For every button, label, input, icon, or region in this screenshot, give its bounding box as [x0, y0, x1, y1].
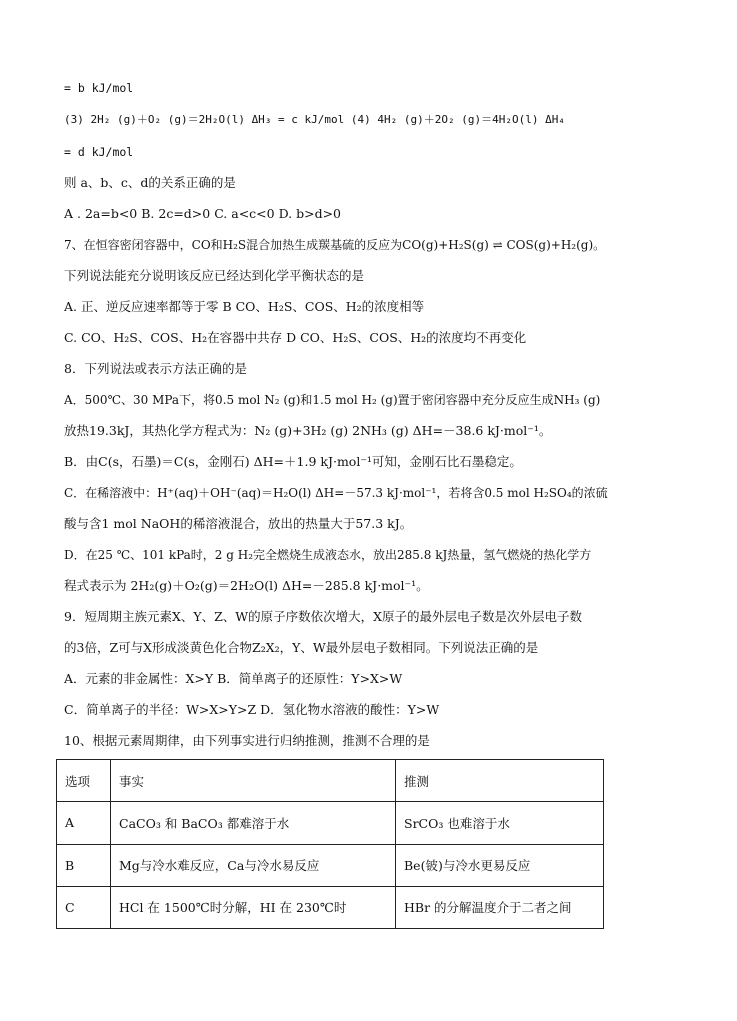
table-cell: Mg与冷水难反应，Ca与冷水易反应	[111, 844, 396, 886]
line-18: 9．短周期主族元素X、Y、Z、W的原子序数依次增大，X原子的最外层电子数是次外层电子数	[64, 609, 583, 624]
table-header-cell: 事实	[111, 760, 396, 802]
line-17: 程式表示为 2H₂(g)＋O₂(g)＝2H₂O(l) ΔH=－285.8 kJ·mol⁻¹。	[64, 578, 429, 593]
line-13: B．由C(s，石墨)＝C(s，金刚石) ΔH=＋1.9 kJ·mol⁻¹可知，金刚石比石墨稳定。	[64, 454, 522, 469]
line-8: A. 正、逆反应速率都等于零 B CO、H₂S、COS、H₂的浓度相等	[64, 299, 425, 314]
line-3: = d kJ/mol	[64, 145, 134, 159]
table-cell: C	[57, 886, 111, 928]
line-12: 放热19.3kJ，其热化学方程式为：N₂ (g)+3H₂ (g) 2NH₃ (g) ΔH=－38.6 kJ·mol⁻¹。	[64, 423, 552, 438]
table-cell: B	[57, 844, 111, 886]
line-6: 7、在恒容密闭容器中，CO和H₂S混合加热生成羰基硫的反应为CO(g)+H₂S(g) ⇌ COS(g)+H₂(g)。	[64, 238, 606, 252]
table-row	[57, 844, 604, 886]
table-cell: HCl 在 1500℃时分解，HI 在 230℃时	[111, 886, 396, 928]
line-22: 10、根据元素周期律，由下列事实进行归纳推测，推测不合理的是	[64, 733, 430, 748]
table-header-cell: 推测	[396, 760, 604, 802]
table-cell: CaCO₃ 和 BaCO₃ 都难溶于水	[111, 802, 396, 844]
table-row	[57, 802, 604, 844]
line-9: C. CO、H₂S、COS、H₂在容器中共存 D CO、H₂S、COS、H₂的浓度均不再变化	[64, 330, 527, 345]
table-cell: HBr 的分解温度介于二者之间	[396, 886, 604, 928]
line-11: A．500℃、30 MPa下，将0.5 mol N₂ (g)和1.5 mol H₂ (g)置于密闭容器中充分反应生成NH₃ (g)	[64, 393, 601, 407]
prediction-table	[56, 759, 604, 929]
table-header-row	[57, 760, 604, 802]
line-15: 酸与含1 mol NaOH的稀溶液混合，放出的热量大于57.3 kJ。	[64, 516, 413, 531]
line-14: C．在稀溶液中：H⁺(aq)＋OH⁻(aq)＝H₂O(l) ΔH=－57.3 kJ·mol⁻¹，若将含0.5 mol H₂SO₄的浓硫	[64, 486, 608, 500]
table-cell: A	[57, 802, 111, 844]
line-20: A．元素的非金属性：X>Y B．简单离子的还原性：Y>X>W	[64, 671, 403, 686]
table-header-cell: 选项	[57, 760, 111, 802]
line-2: (3) 2H₂ (g)＋O₂ (g)＝2H₂O(l) ΔH₃ = c kJ/mol (4) 4H₂ (g)＋2O₂ (g)＝4H₂O(l) ΔH₄	[64, 113, 565, 126]
line-7: 下列说法能充分说明该反应已经达到化学平衡状态的是	[64, 268, 365, 283]
line-5: A . 2a=b<0 B. 2c=d>0 C. a<c<0 D. b>d>0	[64, 206, 342, 221]
line-16: D．在25 ℃、101 kPa时，2 g H₂完全燃烧生成液态水，放出285.8 kJ热量，氢气燃烧的热化学方	[64, 548, 592, 562]
table-cell: Be(铍)与冷水更易反应	[396, 844, 604, 886]
table-row	[57, 886, 604, 928]
line-4: 则 a、b、c、d的关系正确的是	[64, 175, 236, 190]
table-cell: SrCO₃ 也难溶于水	[396, 802, 604, 844]
line-21: C．简单离子的半径：W>X>Y>Z D．氢化物水溶液的酸性：Y>W	[64, 702, 440, 717]
line-19: 的3倍，Z可与X形成淡黄色化合物Z₂X₂，Y、W最外层电子数相同。下列说法正确的是	[64, 640, 539, 655]
line-10: 8．下列说法或表示方法正确的是	[64, 361, 247, 376]
line-1: = b kJ/mol	[64, 81, 134, 95]
